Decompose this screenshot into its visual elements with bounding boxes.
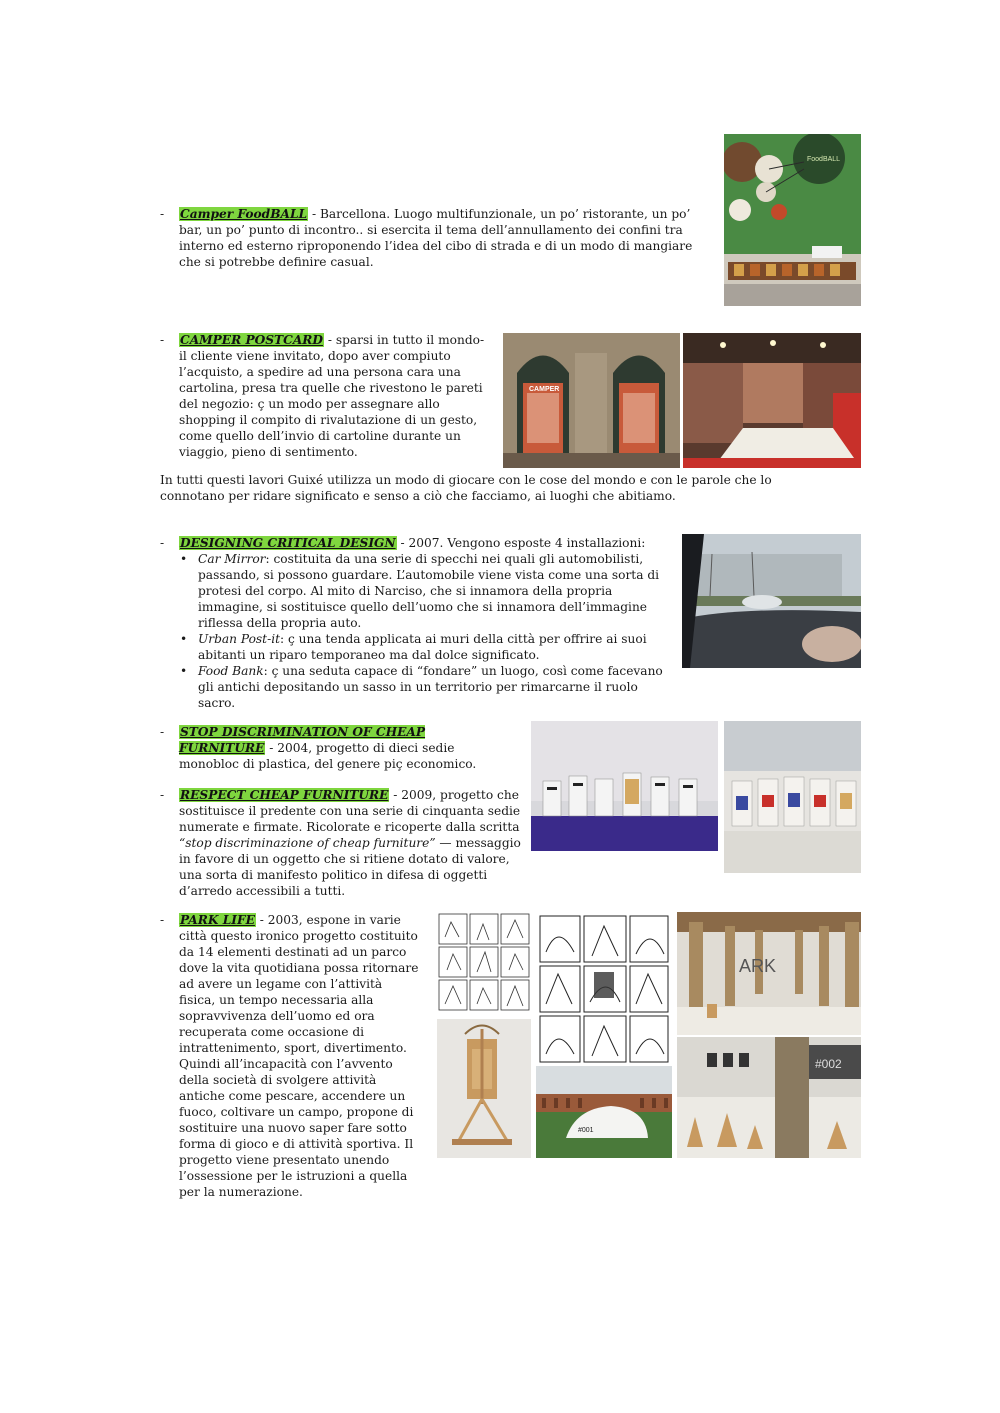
bullet-text: : costituita da una serie di specchi nei quali gli automobilisti, passando, si possono guardare. L’automobile viene vista come una sorta di protesi del corpo. Al mito di Narciso, che si innamora della propria immagine, si sostituisce quello dell’uomo che si innamora dell’immagine riflessa della propria auto.: [198, 552, 660, 630]
list-dash: -: [160, 725, 165, 739]
bullet-text: : ç una seduta capace di “fondare” un luogo, così come facevano gli antichi depositando un sasso in un territorio per rimarcarne il ruolo sacro.: [198, 664, 663, 710]
postcard-paragraph: [179, 332, 489, 460]
park-life-paragraph: [179, 912, 419, 1200]
instruction-sketch-1: [437, 912, 531, 1014]
foodball-paragraph: [179, 206, 699, 270]
chairs-photo-1: [531, 721, 718, 851]
foodball-title: Camper FoodBALL: [180, 207, 308, 221]
bullet-mark: •: [180, 632, 188, 646]
exhibition-room-photo: [677, 1037, 861, 1158]
list-dash: -: [160, 333, 165, 347]
list-item: [180, 663, 668, 711]
car-mirror-photo: [682, 534, 861, 668]
chairs-photo-2: [724, 721, 861, 873]
exhibition-sign-text: ARK: [739, 956, 777, 976]
stop-discrimination-paragraph: [179, 724, 514, 772]
bullet-term: Food Bank: [198, 664, 264, 678]
postcard-text: - sparsi in tutto il mondo- il cliente viene invitato, dopo aver compiuto l’acquisto, a spedire ad una persona cara una cartolina, presa tra quelle che rivestono le pareti del negozio: ç un modo per assegnare allo shopping il compito di rivalutazione di un gesto, come quello dell’invio di cartoline durante un viaggio, pieno di sentimento.: [179, 333, 485, 459]
critical-design-text: - 2007. Vengono esposte 4 installazioni:: [396, 536, 646, 550]
exhibition-room-sign-text: #002: [815, 1057, 842, 1071]
list-dash: -: [160, 207, 165, 221]
critical-design-heading: [179, 535, 669, 551]
instruction-sketch-2: [536, 912, 672, 1066]
postcard-interior-photo: [683, 333, 861, 468]
stop-discrimination-title: STOP DISCRIMINATION OF CHEAP FURNITURE: [179, 725, 426, 755]
stop-discrimination-text: - 2004, progetto di dieci sedie monobloc di plastica, del genere piç economico.: [179, 741, 477, 771]
postcard-title: CAMPER POSTCARD: [180, 333, 323, 347]
park-life-text: - 2003, espone in varie città questo ironico progetto costituito da 14 elementi destinati ad un parco dove la vita quotidiana possa ritornare ad avere un legame con l’attività fisica, un tempo necessaria alla sopravvivenza dell’uomo ed ora recuperata come occasione di intrattenimento, sport, divertimento. Quindi all’incapacità con l’avvento della società di svolgere attività antiche come pescare, accendere un fuoco, coltivare un campo, propone di sostituire una nuovo saper fare sotto forma di gioco e di attività sportiva. Il progetto viene presentato unendo l’ossessione per le istruzioni a quella per la numerazione.: [179, 913, 419, 1199]
list-item: [180, 631, 668, 663]
park-life-title: PARK LIFE: [180, 913, 255, 927]
list-item: [180, 551, 668, 631]
park-tent-sign-text: #001: [578, 1127, 594, 1134]
bullet-term: Urban Post-it: [198, 632, 280, 646]
list-dash: -: [160, 788, 165, 802]
postcard-sign-text: CAMPER: [529, 386, 560, 393]
critical-design-bullet-list: [180, 551, 668, 711]
respect-paragraph: [179, 787, 524, 899]
park-tent-photo: [536, 1066, 672, 1158]
bullet-term: Car Mirror: [198, 552, 266, 566]
bullet-mark: •: [180, 552, 188, 566]
respect-title: RESPECT CHEAP FURNITURE: [180, 788, 389, 802]
exhibition-hall-photo: [677, 912, 861, 1035]
foodball-text: - Barcellona. Luogo multifunzionale, un po’ ristorante, un po’ bar, un po’ punto di incontro.. si esercita il tema dell’annullamento dei confini tra interno ed esterno riproponendo l’idea del cibo di strada e di un modo di mangiare che si potrebbe definire casual.: [179, 207, 693, 269]
respect-text-after: — messaggio in favore di un oggetto che si ritiene dotato di valore, una sorta di manifesto politico in difesa di oggetti d’arredo accessibili a tutti.: [179, 836, 521, 898]
bullet-text: : ç una tenda applicata ai muri della città per offrire ai suoi abitanti un riparo temporaneo ma dal dolce significato.: [198, 632, 647, 662]
list-dash: -: [160, 913, 165, 927]
respect-quote: “stop discriminazione of cheap furniture”: [179, 836, 436, 850]
respect-text-before: - 2009, progetto che sostituisce il predente con una serie di cinquanta sedie numerate e firmate. Ricolorate e ricoperte dalla scritta: [179, 788, 521, 834]
bullet-mark: •: [180, 664, 188, 678]
wooden-structure-photo: [437, 1019, 531, 1158]
list-dash: -: [160, 536, 165, 550]
summary-paragraph: In tutti questi lavori Guixé utilizza un modo di giocare con le cose del mondo e con le parole che lo connotano per ridare significato e senso a ciò che facciamo, ai luoghi che abitiamo.: [160, 473, 772, 503]
critical-design-title: DESIGNING CRITICAL DESIGN: [180, 536, 396, 550]
foodball-sign-text: FoodBALL: [807, 156, 841, 163]
foodball-photo: [724, 134, 861, 306]
postcard-storefront-photo: [503, 333, 680, 468]
